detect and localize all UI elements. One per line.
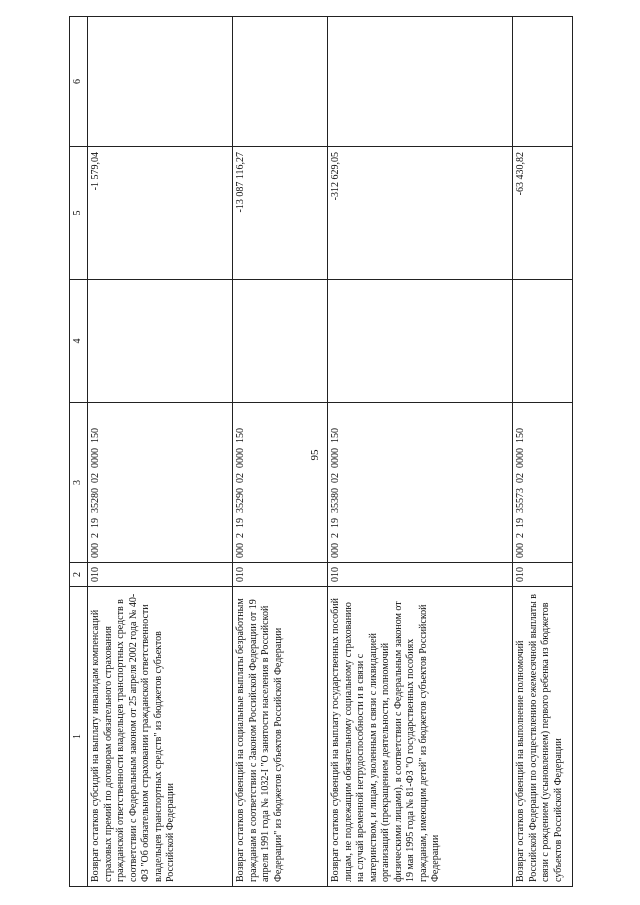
budget-table — [69, 16, 573, 887]
row-kbk: 000 2 19 35290 02 0000 150 — [233, 403, 328, 563]
row-amount: -312 629,05 — [328, 147, 513, 280]
header-col-1: 1 — [70, 587, 88, 887]
row-code: 010 — [328, 563, 513, 587]
row-col4 — [88, 280, 233, 403]
table-row — [88, 17, 233, 887]
row-code: 010 — [88, 563, 233, 587]
row-amount: -1 579,04 — [88, 147, 233, 280]
row-col4 — [233, 280, 328, 403]
row-col6 — [513, 17, 573, 147]
header-col-4: 4 — [70, 280, 88, 403]
row-kbk: 000 2 19 35280 02 0000 150 — [88, 403, 233, 563]
header-col-2: 2 — [70, 563, 88, 587]
row-name: Возврат остатков субвенций на выполнение полномочий Российской Федерации по осуществлению ежемесячной выплаты в связи с рождением (усыновлением) первого ребенка из бюджетов субъектов Российской Федерации — [513, 587, 573, 887]
header-col-3: 3 — [70, 403, 88, 563]
page-number: 95 — [309, 449, 321, 461]
budget-table-wrapper — [69, 17, 571, 887]
row-kbk: 000 2 19 35573 02 0000 150 — [513, 403, 573, 563]
header-col-6: 6 — [70, 17, 88, 147]
row-code: 010 — [513, 563, 573, 587]
row-amount: -13 087 116,27 — [233, 147, 328, 280]
row-col4 — [513, 280, 573, 403]
row-name: Возврат остатков субсидий на выплату инвалидам компенсаций страховых премий по договорам обязательного страхования гражданской ответственности владельцев транспортных средств в соответствии с Федеральным законом от 25 апреля 2002 года № 40-ФЗ "Об обязательном страховании гражданской ответственности владельцев транспортных средств" из бюджетов субъектов Российской Федерации — [88, 587, 233, 887]
row-name: Возврат остатков субвенций на социальные выплаты безработным гражданам в соответствии с Законом Российской Федерации от 19 апреля 1991 года № 1032-I "О занятости населения в Российской Федерации" из бюджетов субъектов Российской Федерации — [233, 587, 328, 887]
table-row — [513, 17, 573, 887]
row-amount: -63 430,82 — [513, 147, 573, 280]
header-row — [70, 17, 88, 887]
row-kbk: 000 2 19 35380 02 0000 150 — [328, 403, 513, 563]
table-row — [233, 17, 328, 887]
header-col-5: 5 — [70, 147, 88, 280]
row-col6 — [88, 17, 233, 147]
row-col4 — [328, 280, 513, 403]
table-row — [328, 17, 513, 887]
row-col6 — [233, 17, 328, 147]
row-name: Возврат остатков субвенций на выплату государственных пособий лицам, не подлежащим обязательному социальному страхованию на случай временной нетрудоспособности и в связи с материнством, и лицам, уволенным в связи с ликвидацией организаций (прекращением деятельности, полномочий физическими лицами), в соответствии с Федеральным законом от 19 мая 1995 года № 81-ФЗ "О государственных пособиях гражданам, имеющим детей" из бюджетов субъектов Российской Федерации — [328, 587, 513, 887]
row-col6 — [328, 17, 513, 147]
row-code: 010 — [233, 563, 328, 587]
